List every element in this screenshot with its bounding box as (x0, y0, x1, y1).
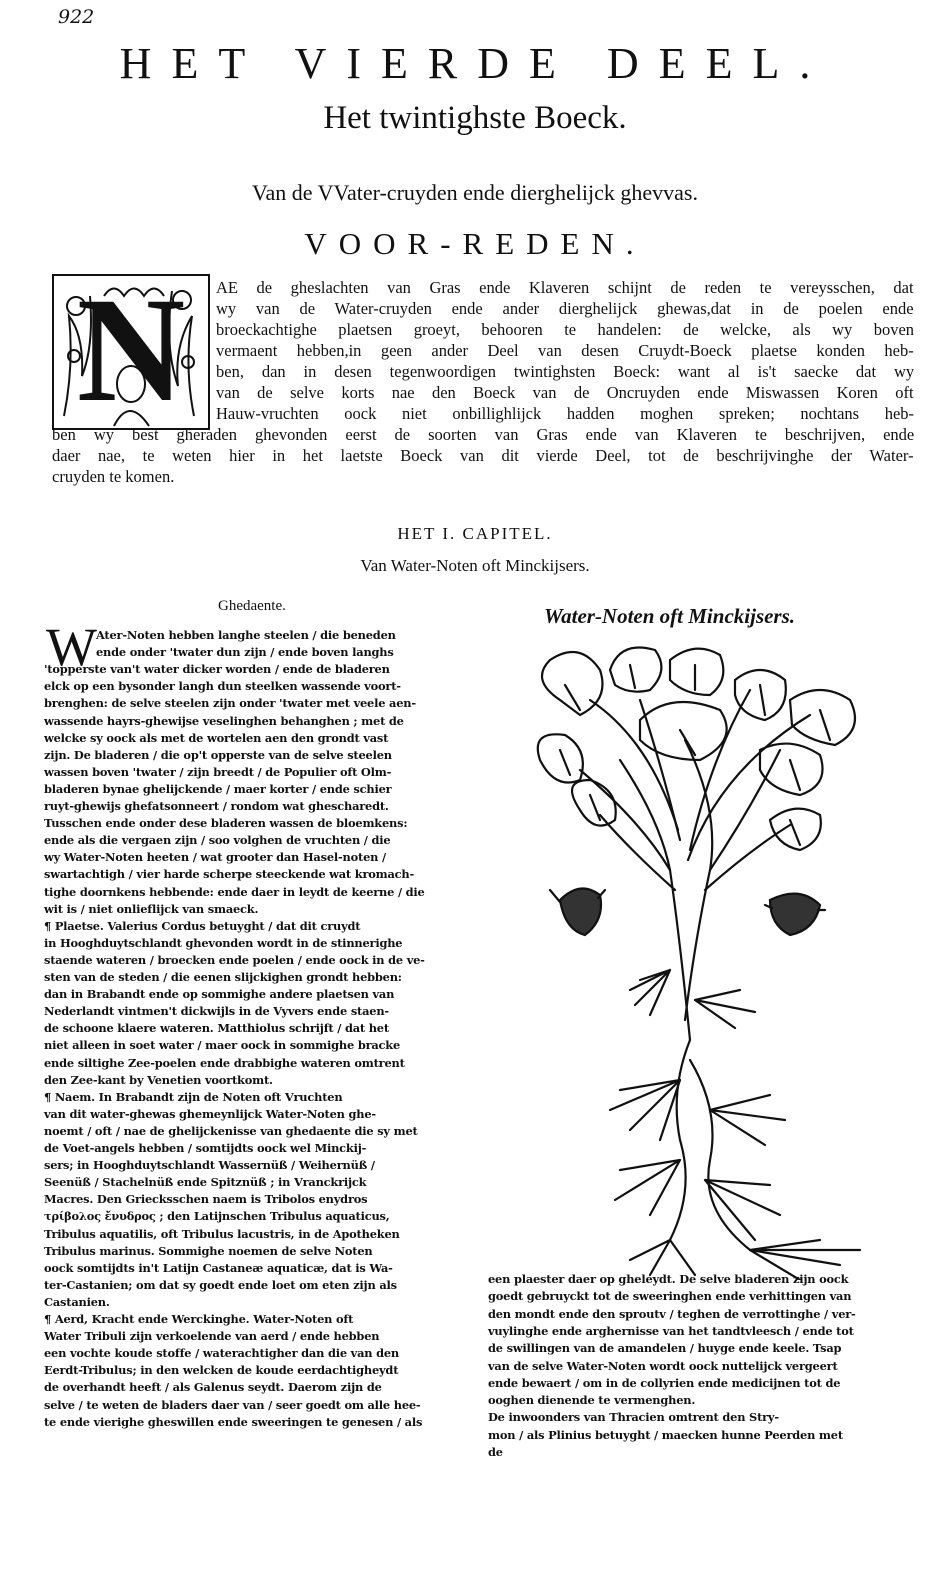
body-text-line: Nederlandt vintmen't dickwijls in de Vyvers ende staen- (44, 1004, 389, 1019)
preface-line: daer nae, te weten hier in het laetste Boeck van dit vierde Deel, tot de beschrijvinghe der Water- (52, 446, 914, 465)
body-text-line: wit is / niet onlieflijck van smaeck. (44, 901, 259, 916)
preface-line: wy van de Water-cruyden ende ander dierghelijck ghewas,dat in de poelen ende (216, 299, 914, 318)
body-text-line: bladeren bynae ghelijckende / maer korter / ende schier (44, 781, 392, 796)
body-text-line: 'topperste van't water dicker worden / ende de bladeren (44, 662, 390, 677)
body-text-line: den Zee-kant by Venetien voortkomt. (44, 1072, 273, 1087)
body-text-line: de (488, 1445, 503, 1459)
body-text-line: Castanien. (44, 1294, 110, 1309)
body-text-line: van dit water-ghewas ghemeynlijck Water-Noten ghe- (44, 1106, 376, 1121)
body-text-line: vuylinghe ende arghernisse van het tandtvleesch / ende tot (488, 1323, 854, 1338)
body-text-line: goedt gebruyckt tot de sweeringhen ende verhittingen van (488, 1289, 852, 1304)
preface-line: ben wy best gheraden ghevonden eerst de soorten van Gras ende van Klaveren te beschrijven, ende (52, 425, 915, 444)
body-text-line: brenghen: de selve steelen zijn onder 'twater met veele aen- (44, 696, 416, 711)
body-text-line: Tribulus marinus. Sommighe noemen de selve Noten (44, 1243, 373, 1258)
body-text-line: Water Tribuli zijn verkoelende van aerd / ende hebben (44, 1329, 380, 1344)
body-text-line: ¶ Naem. In Brabandt zijn de Noten oft Vruchten (44, 1089, 343, 1104)
body-text-line: ende als die vergaen zijn / soo volghen de vruchten / die (44, 833, 391, 848)
preface-heading: VOOR-REDEN. (304, 226, 646, 261)
body-text-line: elck op een bysonder langh dun steelken wassende voort- (44, 679, 401, 694)
body-text-line: mon / als Plinius betuyght / maecken hunne Peerden met (488, 1427, 843, 1442)
body-text-line: selve / te weten de bladers daer van / seer goedt om alle hee- (44, 1397, 421, 1412)
subject-title: Van de VVater-cruyden ende dierghelijck ghevvas. (252, 180, 698, 205)
body-text-line: de swillingen van de amandelen / huyge ende keele. Tsap (488, 1341, 842, 1356)
body-text-line: de overhandt heeft / als Galenus seydt. Daerom zijn de (44, 1380, 382, 1395)
body-text-line: Eerdt-Tribulus; in den welcken de koude eerdachtigheydt (44, 1363, 399, 1378)
page-number: 922 (58, 6, 95, 28)
large-initial-letter: W (46, 617, 97, 677)
body-text-line: den mondt ende den sproutv / teghen de verrottinghe / ver- (488, 1306, 856, 1321)
body-text-line: oock somtijdts in't Latijn Castaneæ aquaticæ, dat is Wa- (44, 1260, 393, 1275)
preface-line: cruyden te komen. (52, 467, 175, 486)
illustration-caption: Water-Noten oft Minckijsers. (544, 604, 796, 628)
body-text-line: sers; in Hooghduytschlandt Wassernüß / Weihernüß / (44, 1158, 375, 1173)
section-heading: Ghedaente. (218, 598, 286, 614)
body-text-line: niet alleen in soet water / maer oock in sommighe bracke (44, 1038, 401, 1053)
body-text-line: dan in Brabandt ende op sommighe andere plaetsen van (44, 987, 395, 1002)
preface-line: AE de gheslachten van Gras ende Klaveren schijnt de reden te vereysschen, dat (216, 278, 914, 297)
body-text-line: noemt / oft / nae de ghelijckenisse van ghedaente die sy met (44, 1123, 418, 1138)
body-text-line: Seenüß / Stachelnüß ende Spitznüß ; in Vranckrijck (44, 1175, 367, 1190)
body-text-line: wassen boven 'twater / zijn breedt / de Populier oft Olm- (44, 764, 392, 779)
body-text-line: ¶ Plaetse. Valerius Cordus betuyght / dat dit cruydt (44, 918, 361, 933)
drop-cap-letter: N (76, 274, 186, 430)
body-text-line: zijn. De bladeren / die op't opperste van de selve steelen (44, 747, 392, 762)
preface-line: ben, dan in desen tegenwoordigen twintighsten Boeck: want al is't saecke dat wy (216, 362, 915, 381)
body-text-line: Tribulus aquatilis, oft Tribulus lacustris, in de Apotheken (44, 1226, 400, 1241)
body-text-line: Macres. Den Griecksschen naem is Tribolos enydros (44, 1192, 368, 1207)
preface-line: vermaent hebben,in geen ander Deel van desen Cruydt-Boeck plaetse konden heb- (216, 341, 914, 360)
body-text-line: ende siltighe Zee-poelen ende drabbighe wateren omtrent (44, 1055, 405, 1070)
body-text-line: ooghen dienende te vermenghen. (488, 1393, 696, 1408)
body-text-line: sten van de steden / die eenen slijckighen grondt hebben: (44, 970, 402, 984)
body-text-line: welcke sy oock als met de wortelen aen den grondt vast (44, 730, 389, 745)
body-text-line: een vochte koude stoffe / waterachtigher dan die van den (44, 1346, 399, 1361)
chapter-title: Van Water-Noten oft Minckijsers. (360, 556, 590, 575)
body-text-line: staende wateren / broecken ende poelen / ende oock in de ve- (44, 952, 425, 967)
body-text-line: van de selve Water-Noten wordt oock nuttelijck vergeert (488, 1358, 838, 1373)
body-text-line: De inwoonders van Thracien omtrent den Stry- (488, 1410, 779, 1425)
body-text-line: ruyt-ghewijs ghefatsonneert / rondom wat ghescharedt. (44, 799, 389, 813)
body-text-line: wassende hayrs-ghewijse veselinghen behanghen ; met de (44, 713, 404, 728)
body-text-line: te ende vierighe gheswillen ende sweeringen te genesen / als (44, 1414, 423, 1429)
body-text-line: Ater-Noten hebben langhe steelen / die beneden (96, 628, 396, 642)
body-text-line: ¶ Aerd, Kracht ende Werckinghe. Water-Noten oft (44, 1312, 354, 1326)
part-title: HET VIERDE DEEL. (119, 39, 831, 88)
body-text-line: ende onder 'twater dun zijn / ende boven langhs (96, 645, 394, 660)
preface-line: broeckachtighe plaetsen groeyt, behooren te handelen: de welcke, als wy boven (216, 320, 915, 339)
body-text-line: de Voet-angels hebben / somtijdts oock wel Minckij- (44, 1141, 367, 1155)
book-title: Het twintighste Boeck. (323, 100, 627, 136)
water-chestnut-plant-illustration (520, 640, 880, 1280)
preface-line: van de selve korts nae den Boeck van de Oncruyden ende Miswassen Koren oft (216, 383, 914, 402)
body-text-line: een plaester daer op gheleydt. De selve bladeren zijn oock (488, 1272, 849, 1286)
body-text-line: wy Water-Noten heeten / wat grooter dan Hasel-noten / (44, 850, 386, 865)
body-text-line: ter-Castanien; om dat sy goedt ende loet om eten zijn als (44, 1277, 397, 1292)
preface-line: Hauw-vruchten oock niet onbillighlijck hadden moghen spreken; nochtans heb- (216, 404, 915, 423)
body-text-line: de schoone klaere wateren. Matthiolus schrijft / dat het (44, 1021, 389, 1036)
body-text-line: swartachtigh / vier harde scherpe steeckende wat kromach- (44, 867, 415, 882)
body-text-line: Tusschen ende onder dese bladeren wassen de bloemkens: (44, 816, 408, 831)
body-text-line: ende bewaert / om in de collyrien ende medicijnen tot de (488, 1375, 841, 1390)
body-text-line: tighe doornkens hebbende: ende daer in leydt de keerne / die (44, 884, 425, 899)
body-text-line: in Hooghduytschlandt ghevonden wordt in de stinnerighe (44, 935, 403, 950)
chapter-heading: HET I. CAPITEL. (397, 524, 553, 543)
decorated-initial (52, 274, 210, 430)
body-text-line: τρίβολος ἔνυδρος ; den Latijnschen Tribulus aquaticus, (44, 1209, 390, 1224)
